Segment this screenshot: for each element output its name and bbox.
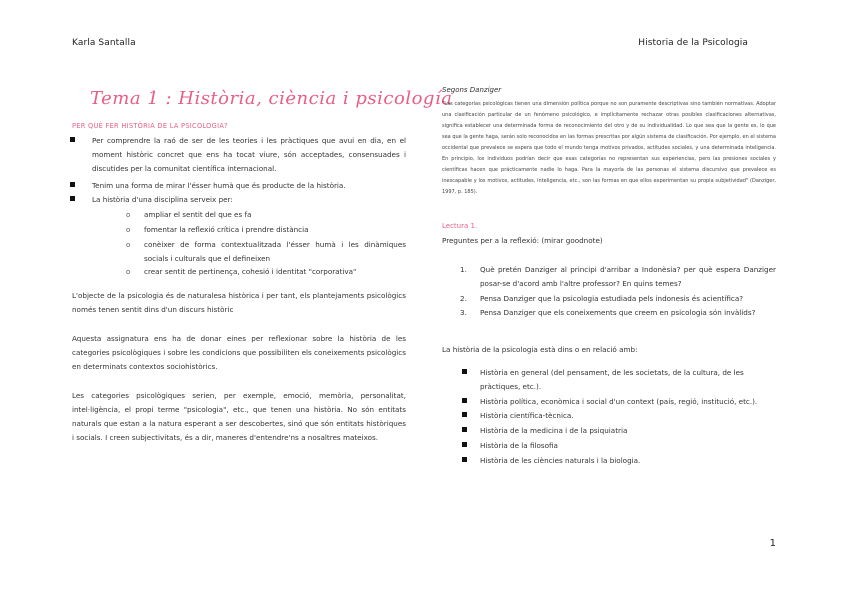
question-item [460,263,776,291]
question-item [460,306,776,320]
section-subheading: PER QUÈ FER HISTÒRIA DE LA PSICOLOGIA? [72,122,228,130]
header-author: Karla Santalla [72,38,136,48]
question-text: Pensa Danziger que els coneixements que creem en psicologia són invàlids? [480,308,756,317]
circle-bullet-icon: o [126,241,131,249]
history-item [480,395,776,409]
sub-bullet-text: conèixer de forma contextualitzada l'ésser humà i les dinàmiques socials i culturals que el defineixen [144,240,406,263]
reading-label: Lectura 1. [442,222,478,230]
question-item [460,292,776,306]
bullet-text: La història d'una disciplina serveix per: [92,195,233,204]
question-number: 2. [460,294,467,303]
paragraph: L'objecte de la psicologia és de naturalesa històrica i per tant, els plantejaments psicològics només tenen sentit dins d'un discurs històric [72,291,406,314]
sub-bullet-item [126,265,406,279]
history-item-text: Història política, econòmica i social d'un context (país, regió, institució, etc.). [480,397,758,406]
history-item-text: Història de les ciències naturals i la biologia. [480,456,641,465]
history-item [480,424,776,438]
question-text: Pensa Danziger que la psicologia estudiada pels indonesis és acientífica? [480,294,744,303]
paragraph: Aquesta assignatura ens ha de donar eines per reflexionar sobre la història de les categories psicològiques i sobre les condicions que possibiliten els coneixements psicològics en determinats contextos sociohistòrics. [72,334,406,371]
page-number: 1 [769,538,776,549]
question-number: 1. [460,265,467,274]
sub-bullet-text: crear sentit de pertinença, cohesió i identitat "corporativa" [144,267,357,276]
history-item-text: Història en general (del pensament, de les societats, de la cultura, de les pràctiques, etc.). [480,368,744,391]
square-bullet-icon [462,369,467,374]
bullet-item [92,134,406,176]
history-item-text: Història de la filosofia [480,441,558,450]
history-item-text: Història de la medicina i de la psiquiatria [480,426,628,435]
square-bullet-icon [462,427,467,432]
square-bullet-icon [462,457,467,462]
question-number: 3. [460,308,467,317]
bullet-text: Per comprendre la raó de ser de les teories i les pràctiques que avui en dia, en el moment històric concret que ens ha tocat viure, són acceptades, consensuades i discutides per la comunitat científica internacional. [92,136,406,173]
sub-bullet-text: fomentar la reflexió crítica i prendre distància [144,225,309,234]
circle-bullet-icon: o [126,268,131,276]
history-title: La història de la psicologia està dins o en relació amb: [442,345,638,354]
square-bullet-icon [70,182,75,187]
bullet-text: Tenim una forma de mirar l'ésser humà que és producte de la història. [92,181,346,190]
square-bullet-icon [462,442,467,447]
history-item [480,409,776,423]
sub-bullet-item [126,223,406,237]
history-item [480,439,776,453]
bullet-item [92,193,406,207]
quote-text: "Las categorías psicológicas tienen una dimensión política porque no son puramente descriptivas sino también normativas. Adoptar una clasificación particular de un fenómeno psicológico, e implícitamente rechazar otras posibles clasificaciones alternativas, significa establecer una determinada forma de reconocimiento del otro y de su individualidad. Lo que sea que la gente es, lo que sea que la gente haga, serán solo reconocidos en las formas prescritas por algún sistema de clasificación. Por ejemplo, en el sistema occidental que prevalece se espera que todo el mundo tenga motivos privados, actitudes sociales, y una determinada inteligencia. En principio, los individuos podrían decir que esas categorías no representan sus experiencias, pero las presiones sociales y científicas hacen que prácticamente nadie lo haga. Para la mayoría de las personas el sistema discursivo que prevalece es inescapable y los motivos, actitudes, inteligencia, etc., son las formas en que ellos experimentan su propia subjetividad" (Danziger, 1997, p. 185). [442,101,776,195]
history-item [480,454,776,468]
square-bullet-icon [462,398,467,403]
history-item [480,366,776,394]
bullet-item [92,179,406,193]
header-subject: Historia de la Psicologia [638,38,748,48]
sub-bullet-text: ampliar el sentit del que es fa [144,210,252,219]
sub-bullet-item [126,238,406,266]
question-text: Què pretén Danziger al principi d'arribar a Indonèsia? per què espera Danziger posar-se d'acord amb l'altre professor? En quins temes? [480,265,776,288]
square-bullet-icon [462,412,467,417]
square-bullet-icon [70,137,75,142]
paragraph: Les categories psicològiques serien, per exemple, emoció, memòria, personalitat, intel·ligència, el propi terme "psicologia", etc., que tenen una història. No són entitats naturals que estan a la natura esperant a ser descobertes, sinó que són entitats històriques i socials. I creen subjectivitats, és a dir, maneres d'entendre'ns a nosaltres mateixos. [72,391,406,442]
quote-author: Segons Danziger [442,86,502,94]
sub-bullet-item [126,208,406,222]
square-bullet-icon [70,196,75,201]
circle-bullet-icon: o [126,211,131,219]
page-title: Tema 1 : Història, ciència i psicología [90,88,453,109]
circle-bullet-icon: o [126,226,131,234]
history-item-text: Història científica-tècnica. [480,411,574,420]
reading-subtitle: Preguntes per a la reflexió: (mirar goodnote) [442,236,603,245]
